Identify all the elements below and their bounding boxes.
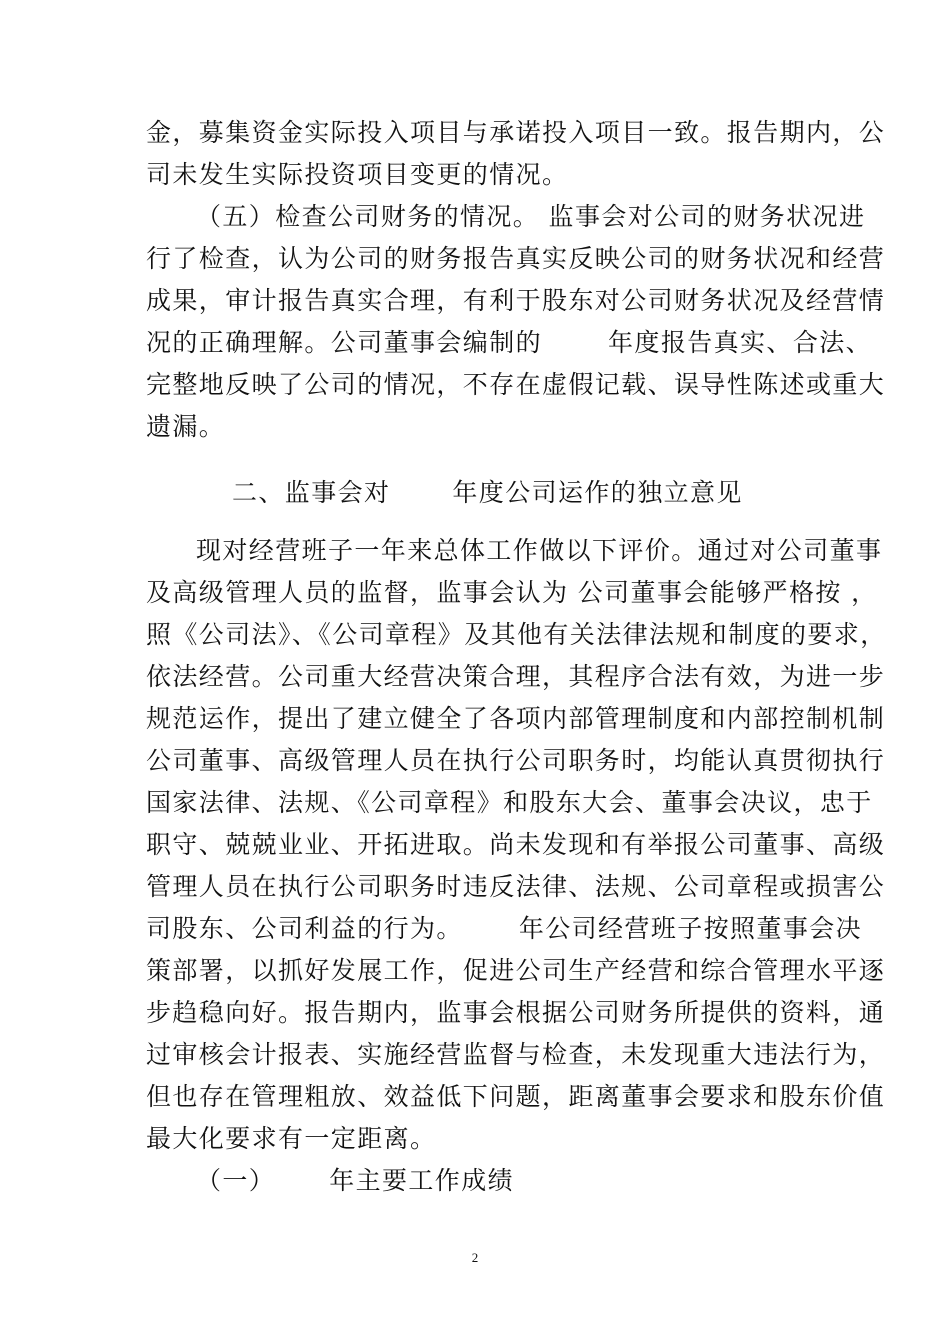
paragraph-line: 策部署，以抓好发展工作，促进公司生产经营和综合管理水平逐 (146, 956, 886, 985)
paragraph-line (146, 912, 863, 946)
paragraph-text: 况的正确理解。公司董事会编制的 (146, 328, 543, 357)
paragraph-line: 依法经营。公司重大经营决策合理，其程序合法有效，为进一步 (146, 662, 886, 691)
paragraph-line: 照《公司法》、《公司章程》及其他有关法律法规和制度的要求， (146, 620, 887, 649)
subsection-heading-text: （一） (196, 1166, 276, 1195)
paragraph-text: 司股东、公司利益的行为。 (146, 914, 463, 943)
paragraph-line: 成果，审计报告真实合理，有利于股东对公司财务状况及经营情 (146, 286, 886, 315)
paragraph-line: 及高级管理人员的监督，监事会认为 公司董事会能够严格按 ， (146, 578, 878, 607)
paragraph-line (146, 326, 873, 360)
paragraph-line: 金，募集资金实际投入项目与承诺投入项目一致。报告期内，公 (146, 118, 886, 147)
subsection-heading (196, 1164, 756, 1198)
paragraph-line: 完整地反映了公司的情况，不存在虚假记载、误导性陈述或重大 (146, 370, 886, 399)
paragraph-line: 行了检查，认为公司的财务报告真实反映公司的财务状况和经营 (146, 244, 886, 273)
paragraph-line: 但也存在管理粗放、效益低下问题，距离董事会要求和股东价值 (146, 1082, 886, 1111)
section-title (232, 476, 792, 510)
section-title-text: 二、监事会对 (232, 478, 391, 507)
paragraph-text: 年公司经营班子按照董事会决 (518, 914, 863, 943)
paragraph-line: 现对经营班子一年来总体工作做以下评价。通过对公司董事 (196, 536, 883, 565)
paragraph-line: 国家法律、法规、《公司章程》和股东大会、董事会决议，忠于 (146, 788, 873, 817)
paragraph-line: 职守、兢兢业业、开拓进取。尚未发现和有举报公司董事、高级 (146, 830, 886, 859)
page-number: 2 (471, 1250, 479, 1265)
section-heading-line: （五）检查公司财务的情况。 监事会对公司的财务状况进 (196, 202, 866, 231)
paragraph-line: 公司董事、高级管理人员在执行公司职务时，均能认真贯彻执行 (146, 746, 886, 775)
paragraph-line: 规范运作，提出了建立健全了各项内部管理制度和内部控制机制 (146, 704, 886, 733)
paragraph-line: 司未发生实际投资项目变更的情况。 (146, 160, 569, 189)
paragraph-line: 管理人员在执行公司职务时违反法律、法规、公司章程或损害公 (146, 872, 886, 901)
paragraph-text: 年度报告真实、合法、 (608, 328, 873, 357)
section-title-text: 年度公司运作的独立意见 (452, 478, 743, 507)
subsection-heading-text: 年主要工作成绩 (329, 1166, 515, 1195)
paragraph-line: 过审核会计报表、实施经营监督与检查，未发现重大违法行为， (146, 1040, 886, 1069)
paragraph-line: 遗漏。 (146, 412, 226, 441)
paragraph-line: 最大化要求有一定距离。 (146, 1124, 437, 1153)
paragraph-line: 步趋稳向好。报告期内，监事会根据公司财务所提供的资料，通 (146, 998, 886, 1027)
